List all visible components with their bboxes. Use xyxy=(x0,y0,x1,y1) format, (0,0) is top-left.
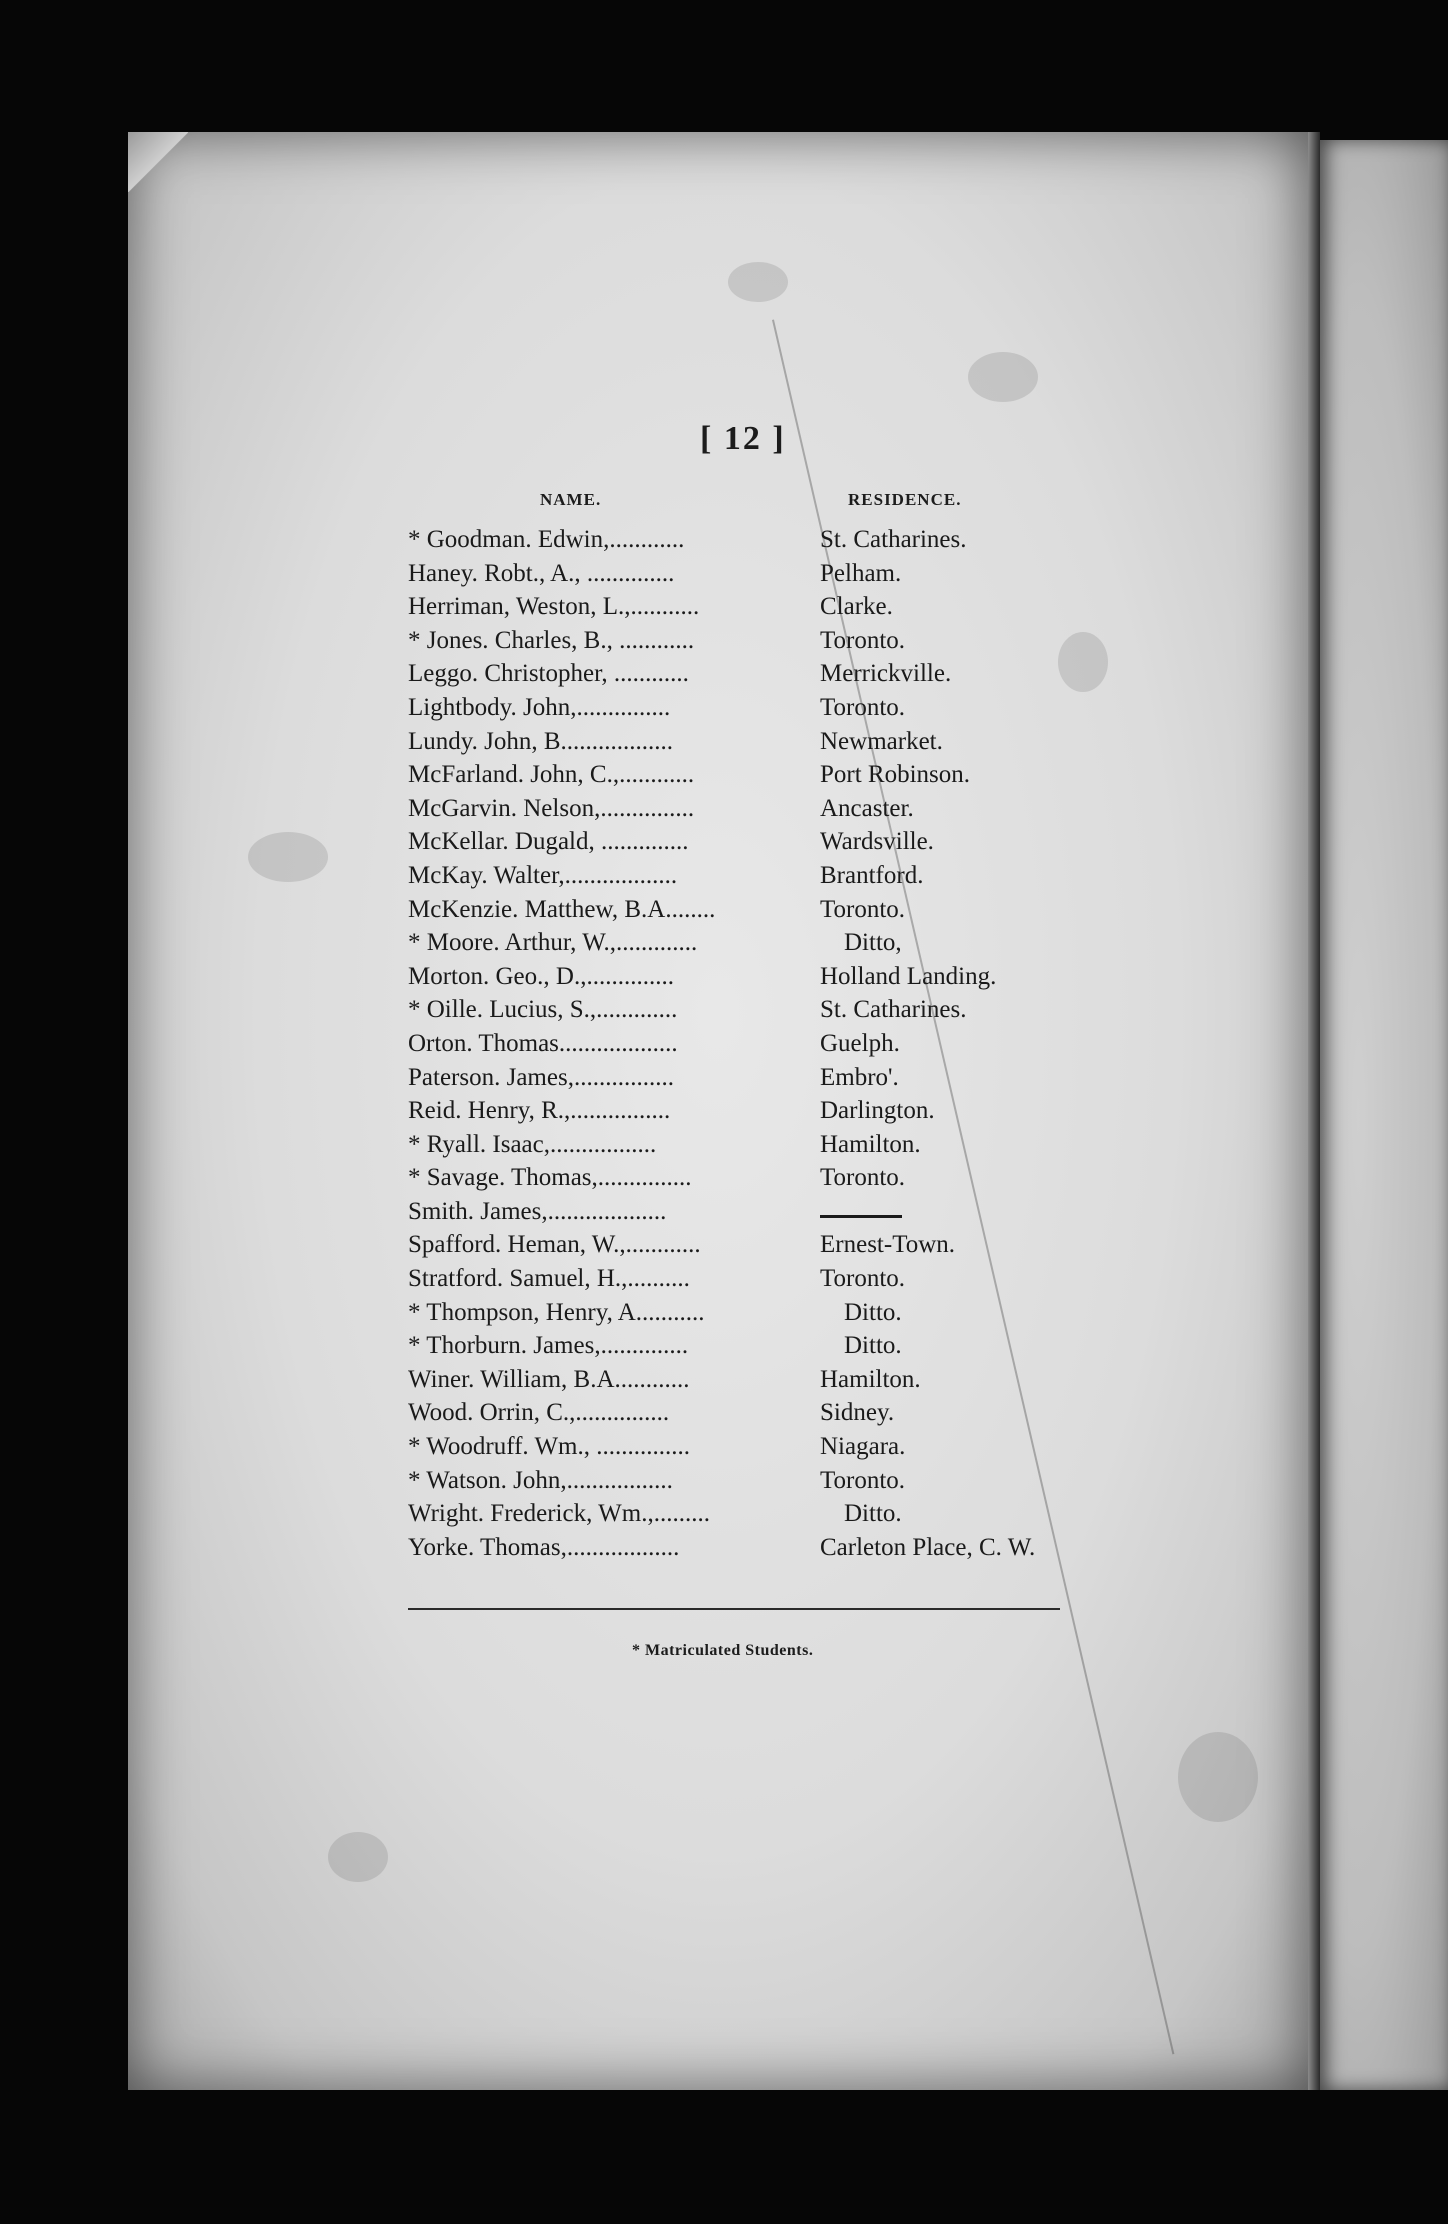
roster-row xyxy=(408,828,1108,862)
stain xyxy=(968,352,1038,402)
student-name: Wood. Orrin, C.,............... xyxy=(408,1399,670,1427)
student-residence: Newmarket. xyxy=(820,727,943,755)
roster-row xyxy=(408,795,1108,829)
student-residence: Merrickville. xyxy=(820,660,952,688)
roster-row xyxy=(408,963,1108,997)
student-name: * Goodman. Edwin,............ xyxy=(408,526,685,553)
adjacent-page xyxy=(1320,140,1448,2090)
roster-row xyxy=(408,1332,1108,1366)
student-name: * Jones. Charles, B., ............ xyxy=(408,626,695,654)
roster-row xyxy=(408,728,1108,762)
student-residence: Toronto. xyxy=(820,1265,906,1293)
student-name: Leggo. Christopher, ............ xyxy=(408,660,689,688)
folded-corner xyxy=(128,132,188,192)
student-residence: Holland Landing. xyxy=(820,962,997,990)
student-residence: Hamilton. xyxy=(820,1130,921,1158)
roster-row xyxy=(408,1399,1108,1433)
student-name: Spafford. Heman, W.,............ xyxy=(408,1231,701,1259)
footer-rule xyxy=(408,1608,1060,1610)
student-residence xyxy=(808,1198,902,1226)
student-name: McFarland. John, C.,............ xyxy=(408,761,695,789)
roster-row xyxy=(408,526,1108,560)
roster-row xyxy=(408,1433,1108,1467)
student-name: * Ryall. Isaac,................. xyxy=(408,1130,657,1158)
stain xyxy=(328,1832,388,1882)
roster-row xyxy=(408,694,1108,728)
student-residence: Ditto, xyxy=(844,929,902,957)
student-residence: Wardsville. xyxy=(820,828,934,856)
student-name: Stratford. Samuel, H.,.......... xyxy=(408,1265,690,1293)
roster-row xyxy=(408,1500,1108,1534)
student-residence: Toronto. xyxy=(820,626,906,654)
student-residence: Toronto. xyxy=(820,693,906,721)
student-name: Herriman, Weston, L.,........... xyxy=(408,593,700,621)
roster-row xyxy=(408,862,1108,896)
student-name: * Watson. John,................. xyxy=(408,1466,673,1494)
student-residence: St. Catharines. xyxy=(820,996,967,1024)
student-residence: Brantford. xyxy=(820,861,924,889)
student-residence: Niagara. xyxy=(820,1433,906,1461)
roster-row xyxy=(408,1198,1108,1232)
roster-row xyxy=(408,1164,1108,1198)
student-residence: Hamilton. xyxy=(820,1365,921,1393)
student-name: Morton. Geo., D.,.............. xyxy=(408,962,674,990)
roster-row xyxy=(408,560,1108,594)
roster-row xyxy=(408,1097,1108,1131)
residence-column-header: RESIDENCE. xyxy=(848,490,962,509)
student-name: Haney. Robt., A., .............. xyxy=(408,559,675,587)
roster-row xyxy=(408,761,1108,795)
student-residence: Toronto. xyxy=(820,1466,906,1494)
stain xyxy=(1178,1732,1258,1822)
roster-row xyxy=(408,929,1108,963)
roster-row xyxy=(408,1030,1108,1064)
student-name: Lightbody. John,............... xyxy=(408,693,671,721)
student-residence: Port Robinson. xyxy=(820,761,971,789)
student-residence: Clarke. xyxy=(820,593,893,621)
student-name: Reid. Henry, R.,................ xyxy=(408,1097,671,1125)
student-name: Winer. William, B.A............ xyxy=(408,1365,690,1393)
student-name: Lundy. John, B.................. xyxy=(408,727,674,755)
student-name: Paterson. James,................ xyxy=(408,1063,674,1091)
stain xyxy=(728,262,788,302)
student-residence: Toronto. xyxy=(820,1164,906,1192)
blank-residence-dash xyxy=(820,1215,902,1218)
roster-row xyxy=(408,1299,1108,1333)
student-residence: Sidney. xyxy=(820,1399,895,1427)
roster-row xyxy=(408,1366,1108,1400)
roster-row xyxy=(408,1064,1108,1098)
student-name: Orton. Thomas................... xyxy=(408,1029,678,1057)
roster-row xyxy=(408,1231,1108,1265)
student-name: McKellar. Dugald, .............. xyxy=(408,828,689,856)
footnote: * Matriculated Students. xyxy=(632,1642,814,1659)
student-name: Wright. Frederick, Wm.,......... xyxy=(408,1500,710,1528)
roster-row xyxy=(408,660,1108,694)
student-residence: St. Catharines. xyxy=(820,526,967,553)
student-name: * Savage. Thomas,............... xyxy=(408,1164,692,1192)
student-roster xyxy=(408,526,1108,1567)
student-name: * Thompson, Henry, A........... xyxy=(408,1298,705,1326)
student-residence: Ancaster. xyxy=(820,794,914,822)
student-name: * Thorburn. James,.............. xyxy=(408,1332,689,1360)
student-residence: Ditto. xyxy=(844,1298,902,1326)
student-residence: Ditto. xyxy=(844,1332,902,1360)
page-number: [ 12 ] xyxy=(700,420,786,457)
student-name: McKay. Walter,.................. xyxy=(408,861,678,889)
student-residence: Guelph. xyxy=(820,1029,900,1057)
roster-row xyxy=(408,996,1108,1030)
name-column-header: NAME. xyxy=(540,490,602,509)
stain xyxy=(248,832,328,882)
student-name: McKenzie. Matthew, B.A........ xyxy=(408,895,716,923)
student-residence: Ditto. xyxy=(844,1500,902,1528)
roster-row xyxy=(408,896,1108,930)
student-residence: Pelham. xyxy=(820,559,902,587)
roster-row xyxy=(408,1265,1108,1299)
student-name: McGarvin. Nelson,............... xyxy=(408,794,695,822)
student-name: Yorke. Thomas,.................. xyxy=(408,1533,680,1561)
student-name: Smith. James,................... xyxy=(408,1197,667,1225)
roster-row xyxy=(408,1467,1108,1501)
student-residence: Ernest-Town. xyxy=(820,1231,956,1259)
student-name: * Woodruff. Wm., ............... xyxy=(408,1433,691,1461)
roster-row xyxy=(408,1534,1108,1568)
roster-row xyxy=(408,627,1108,661)
student-residence: Toronto. xyxy=(820,895,906,923)
student-residence: Darlington. xyxy=(820,1097,935,1125)
student-name: * Oille. Lucius, S.,............. xyxy=(408,996,678,1024)
roster-row xyxy=(408,593,1108,627)
student-residence: Embro'. xyxy=(820,1063,899,1091)
student-name: * Moore. Arthur, W.,............. xyxy=(408,929,698,957)
student-residence: Carleton Place, C. W. xyxy=(820,1533,1036,1561)
roster-row xyxy=(408,1131,1108,1165)
page-gutter xyxy=(1308,132,1320,2090)
